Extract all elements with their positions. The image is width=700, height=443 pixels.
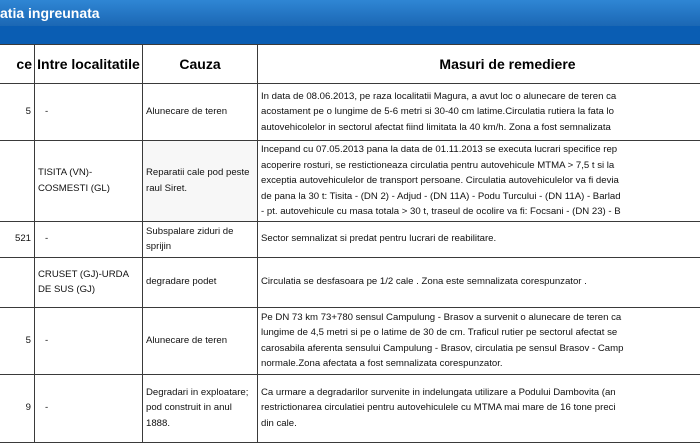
- measure-line: Pe DN 73 km 73+780 sensul Campulung - Brasov a survenit o alunecare de teren ca: [261, 310, 700, 326]
- row-localities: TISITA (VN)-COSMESTI (GL): [35, 141, 143, 222]
- row-measures: [258, 221, 700, 257]
- row-localities: CRUSET (GJ)-URDA DE SUS (GJ): [35, 257, 143, 307]
- row-cause: Reparatii cale pod peste raul Siret.: [143, 141, 258, 222]
- header-cause: Cauza: [143, 45, 258, 84]
- row-cause: Degradari in exploatare; pod construit in anul 1888.: [143, 374, 258, 442]
- page-title-bar: [0, 0, 700, 26]
- row-localities: -: [35, 374, 143, 442]
- row-measures: [258, 374, 700, 442]
- measure-line: din cale.: [261, 416, 700, 432]
- measure-line: lungime de 4,5 metri si pe o latime de 30 de cm. Traficul rutier pe sectorul afectat se: [261, 325, 700, 341]
- measure-line: Ca urmare a degradarilor survenite in indelungata utilizare a Podului Dambovita (an: [261, 385, 700, 401]
- table-header-row: [0, 45, 700, 84]
- row-measures: [258, 257, 700, 307]
- table-row: [0, 257, 700, 307]
- header-id: ce: [0, 45, 35, 84]
- measure-line: autovehicolelor in sectorul afectat fiind limitata la 40 km/h. Zona a fost semnalizata: [261, 120, 700, 136]
- measure-line: acoperire rosturi, se restictioneaza circulatia pentru autovehicule MTMA > 7,5 t si la: [261, 158, 700, 174]
- row-id: 521: [0, 221, 35, 257]
- row-localities: -: [35, 307, 143, 374]
- measure-line: - pt. autovehicule cu masa totala > 30 t, traseul de ocolire va fi: Focsani - (DN 23) - B: [261, 204, 700, 220]
- measure-line: In data de 08.06.2013, pe raza localitatii Magura, a avut loc o alunecare de teren ca: [261, 89, 700, 105]
- row-cause: Alunecare de teren: [143, 307, 258, 374]
- header-localities: Intre localitatile: [35, 45, 143, 84]
- table-row: [0, 374, 700, 442]
- table-row: [0, 141, 700, 222]
- row-measures: [258, 307, 700, 374]
- measure-line: carosabila aferenta sensului Campulung - Brasov, circulatia pe sensul Brasov - Camp: [261, 341, 700, 357]
- measure-line: normale.Zona afectata a fost semnalizata corespunzator.: [261, 356, 700, 372]
- row-id: 5: [0, 84, 35, 141]
- measure-line: acostament pe o lungime de 5-6 metri si 30-40 cm latime.Circulatia rutiera la fata lo: [261, 104, 700, 120]
- row-id: [0, 141, 35, 222]
- measure-line: restrictionarea circulatiei pentru autovehiculele cu MTMA mai mare de 16 tone preci: [261, 400, 700, 416]
- row-measures: [258, 84, 700, 141]
- row-cause: Alunecare de teren: [143, 84, 258, 141]
- page-title: atia ingreunata: [0, 5, 100, 21]
- row-id: [0, 257, 35, 307]
- row-localities: -: [35, 221, 143, 257]
- measure-line: Incepand cu 07.05.2013 pana la data de 01.11.2013 se executa lucrari specifice rep: [261, 142, 700, 158]
- traffic-restrictions-table: [0, 44, 700, 443]
- table-row: [0, 221, 700, 257]
- header-measures: Masuri de remediere: [258, 45, 700, 84]
- row-id: 9: [0, 374, 35, 442]
- row-measures: [258, 141, 700, 222]
- row-id: 5: [0, 307, 35, 374]
- measure-line: Sector semnalizat si predat pentru lucrari de reabilitare.: [261, 231, 700, 247]
- measure-line: de pana la 30 t: Tisita - (DN 2) - Adjud - (DN 11A) - Podu Turcului - (DN 11A) - Barlad: [261, 189, 700, 205]
- header-strip: [0, 26, 700, 44]
- row-localities: -: [35, 84, 143, 141]
- table-row: [0, 84, 700, 141]
- row-cause: Subspalare ziduri de sprijin: [143, 221, 258, 257]
- table-row: [0, 307, 700, 374]
- measure-line: Circulatia se desfasoara pe 1/2 cale . Zona este semnalizata corespunzator .: [261, 274, 700, 290]
- measure-line: exceptia autovehiculelor de transport persoane. Circulatia autovehiculelor va fi devia: [261, 173, 700, 189]
- row-cause: degradare podet: [143, 257, 258, 307]
